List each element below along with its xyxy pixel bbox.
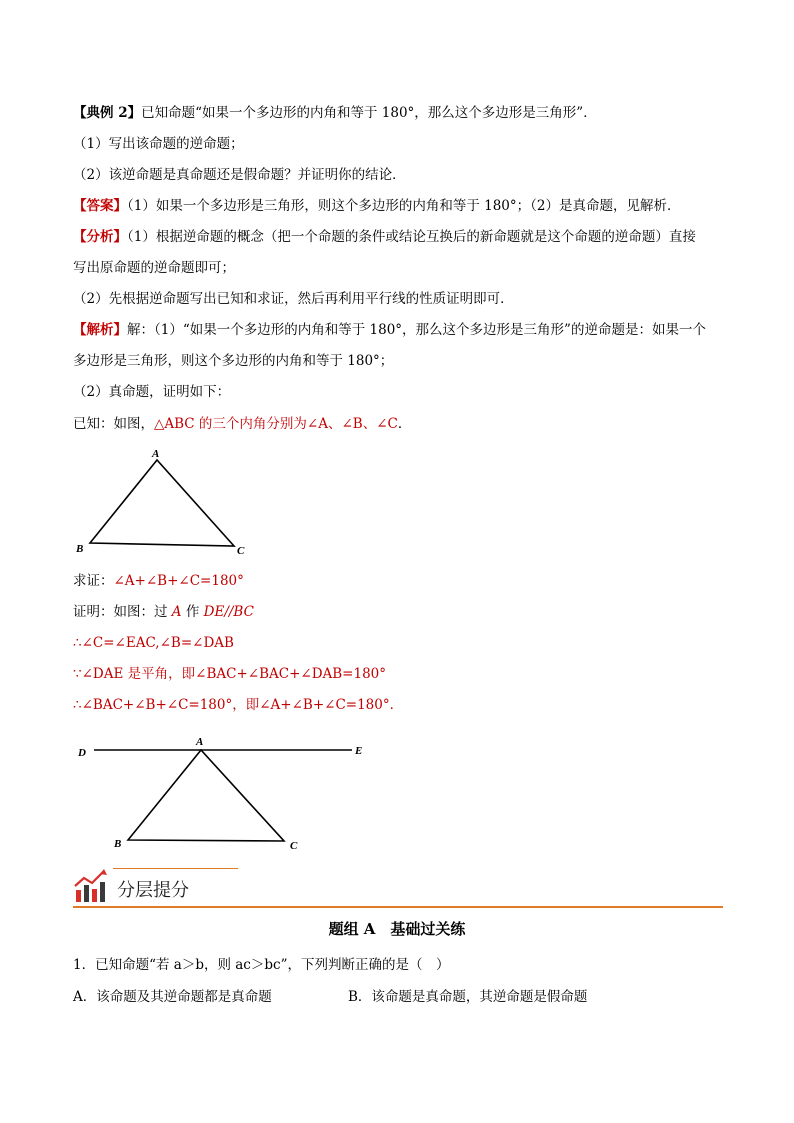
label-b2: B	[114, 838, 122, 850]
question-2-text: （2）该逆命题是真命题还是假命题？并证明你的结论．	[73, 167, 406, 183]
section-header	[73, 866, 723, 908]
proof-step-2b: 是平角，即∠BAC+∠BAC+∠DAB=180°	[123, 666, 387, 682]
triangle-abc-2	[128, 750, 284, 841]
solution-line-2: 多边形是三角形，则这个多边形的内角和等于 180°；	[73, 353, 394, 369]
question-1: 1．已知命题“若 a＞b，则 ac＞bc”，下列判断正确的是（ ）	[73, 957, 450, 973]
proof-parallel: DE//BC	[203, 604, 254, 620]
triangle-abc	[90, 460, 234, 546]
solution-tag: 【解析】	[73, 322, 127, 338]
analysis-line-2: 写出原命题的逆命题即可；	[73, 260, 235, 276]
label-d: D	[78, 747, 86, 759]
analysis-tag: 【分析】	[73, 229, 127, 245]
given-line	[73, 415, 411, 433]
proof-step-2a: ∵∠DAE	[73, 666, 124, 682]
solution-text-1: 解：（1）“如果一个多边形的内角和等于 180°，那么这个多边形是三角形”的逆命题是：如果一个	[127, 322, 706, 338]
question-1-options	[73, 988, 272, 1006]
analysis-text-1: （1）根据逆命题的概念（把一个命题的条件或结论互换后的新命题就是这个命题的逆命题）直接	[127, 229, 696, 245]
prove-line	[73, 572, 244, 590]
group-title: 题组 A 基础过关练	[328, 920, 466, 938]
answer-text: （1）如果一个多边形是三角形，则这个多边形的内角和等于 180°；（2）是真命题，见解析．	[127, 198, 681, 214]
given-end: ．	[397, 416, 412, 432]
label-e: E	[355, 745, 363, 757]
label-a: A	[152, 448, 160, 460]
option-b: B．该命题是真命题，其逆命题是假命题	[348, 989, 588, 1005]
triangle-figure-2	[70, 730, 380, 860]
proof-step-2	[73, 665, 386, 683]
answer-line	[73, 197, 681, 215]
solution-line-3: （2）真命题，证明如下：	[73, 384, 231, 400]
answer-tag: 【答案】	[73, 198, 127, 214]
given-math: △ABC 的三个内角分别为∠A、∠B、∠C	[154, 416, 398, 432]
label-c2: C	[290, 840, 298, 852]
label-c: C	[237, 545, 245, 557]
proof-prefix: 证明：如图：过	[73, 604, 172, 620]
question-1-text: （1）写出该命题的逆命题；	[73, 136, 244, 152]
solution-line-1	[73, 321, 706, 339]
label-a2: A	[196, 736, 204, 748]
section-title: 分层提分	[117, 880, 189, 901]
prove-prefix: 求证：	[73, 573, 114, 589]
rising-chart-icon	[73, 868, 109, 904]
proof-line	[73, 603, 254, 621]
example-text: 已知命题“如果一个多边形的内角和等于 180°，那么这个多边形是三角形”．	[141, 105, 597, 121]
proof-step-1: ∴∠C=∠EAC,∠B=∠DAB	[73, 635, 234, 651]
analysis-line-1	[73, 228, 696, 246]
given-prefix: 已知：如图，	[73, 416, 154, 432]
option-a: A．该命题及其逆命题都是真命题	[73, 989, 272, 1005]
triangle-figure-1	[70, 442, 260, 562]
section-top-line	[113, 868, 238, 869]
analysis-line-3: （2）先根据逆命题写出已知和求证，然后再利用平行线的性质证明即可．	[73, 291, 514, 307]
proof-mid: 作	[181, 604, 204, 620]
section-rule	[73, 906, 723, 908]
prove-math: ∠A+∠B+∠C=180°	[113, 573, 244, 589]
example-tag: 【典例 2】	[73, 105, 142, 121]
example-line	[73, 104, 597, 122]
label-b: B	[76, 543, 84, 555]
proof-step-3: ∴∠BAC+∠B+∠C=180°，即∠A+∠B+∠C=180°．	[73, 697, 404, 713]
proof-point-a: A	[171, 604, 182, 620]
